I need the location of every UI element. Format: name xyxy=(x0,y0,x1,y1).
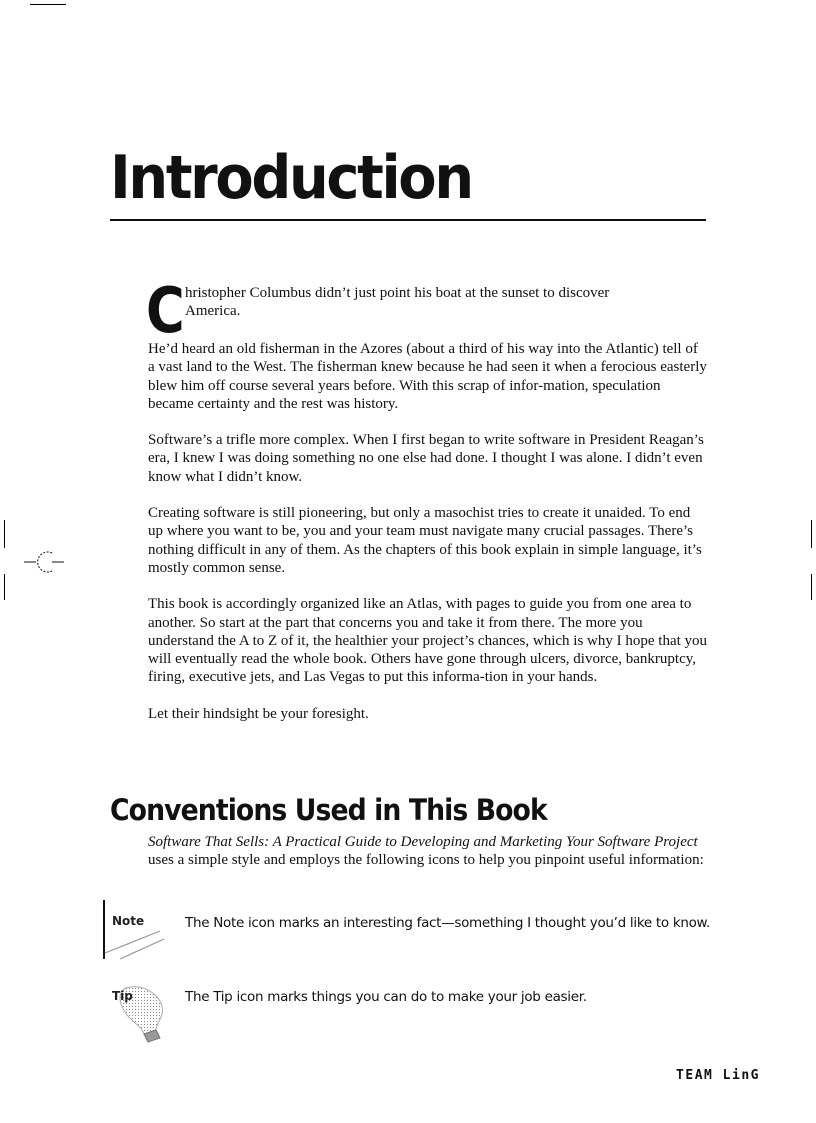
crop-mark-right-upper xyxy=(811,520,812,548)
paragraph-5: This book is accordingly organized like an Atlas, with pages to guide you from one area to another. So start at the part that concerns you and take it from there. The more you understand the A to Z of it, the healthier your project’s chances, which is why I hope that you will eventually read the whole book. Others have gone through ulcers, divorce, bankruptcy, firing, executive jets, and Las Vegas to put this informa-tion in your hands. xyxy=(148,596,708,686)
note-description: The Note icon marks an interesting fact—something I thought you’d like to know. xyxy=(185,915,711,931)
conventions-intro xyxy=(148,833,708,870)
conventions-intro-text: uses a simple style and employs the following icons to help you pinpoint useful information: xyxy=(148,852,704,869)
crop-mark-left-upper xyxy=(4,520,5,548)
crop-mark-top xyxy=(30,4,66,5)
paragraph-1-line-1: hristopher Columbus didn’t just point his boat at the sunset to discover xyxy=(185,285,610,301)
paragraph-2: He’d heard an old fisherman in the Azores (about a third of his way into the Atlantic) tell of a vast land to the West. The fisherman knew because he had seen it when a ferocious easterly blew him off course several years before. With this scrap of infor-mation, speculation became certainty and the rest was history. xyxy=(148,341,707,412)
book-title: Software That Sells: A Practical Guide to Developing and Marketing Your Software Project xyxy=(148,834,698,850)
title-rule xyxy=(110,219,706,221)
chapter-title: Introduction xyxy=(110,143,472,213)
note-icon-label: Note xyxy=(112,914,145,928)
note-icon xyxy=(100,897,170,965)
section-heading: Conventions Used in This Book xyxy=(110,793,547,827)
crop-mark-left-lower xyxy=(4,574,5,600)
footer-watermark: TEAM LinG xyxy=(676,1068,760,1083)
tip-icon-label: Tip xyxy=(112,989,133,1003)
drop-cap: C xyxy=(146,274,185,347)
lightbulb-icon xyxy=(104,984,174,1044)
paragraph-4: Creating software is still pioneering, but only a masochist tries to create it unaided. To end up where you want to be, you and your team must navigate many crucial passages. There’s nothing difficult in any of them. As the chapters of this book explain in simple language, it’s mostly common sense. xyxy=(148,505,702,576)
paragraph-6: Let their hindsight be your foresight. xyxy=(148,705,369,722)
paragraph-3: Software’s a trifle more complex. When I first began to write software in President Reagan’s era, I knew I was doing something no one else had done. I thought I was alone. I didn’t even know what I didn’t know. xyxy=(148,432,704,485)
tip-description: The Tip icon marks things you can do to make your job easier. xyxy=(185,989,587,1005)
paragraph-1-line-2: America. xyxy=(185,303,241,320)
intro-body xyxy=(146,274,708,741)
paragraph-1 xyxy=(146,274,708,347)
registration-mark-icon xyxy=(22,548,66,576)
crop-mark-right-lower xyxy=(811,574,812,600)
